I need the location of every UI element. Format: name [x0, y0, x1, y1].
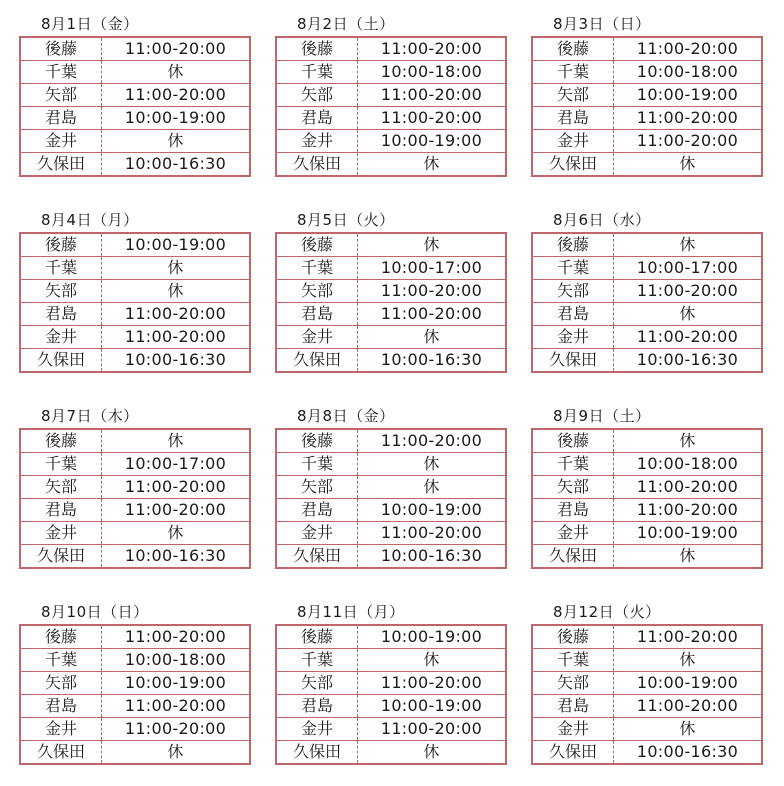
staff-name: 金井 [532, 718, 614, 741]
staff-name: 金井 [532, 130, 614, 153]
table-row [532, 718, 762, 741]
table-row [532, 695, 762, 718]
table-row [20, 257, 250, 280]
staff-name: 久保田 [276, 349, 358, 373]
day-date: 8月3日（日） [553, 15, 651, 33]
staff-name: 矢部 [532, 280, 614, 303]
table-row [20, 37, 250, 61]
table-row [532, 625, 762, 649]
day-date: 8月11日（月） [297, 603, 405, 621]
day-block [275, 404, 511, 580]
shift-table [275, 428, 507, 569]
staff-name: 後藤 [276, 625, 358, 649]
staff-name: 千葉 [532, 257, 614, 280]
shift-time: 11:00-20:00 [358, 522, 507, 545]
shift-time: 10:00-17:00 [614, 257, 763, 280]
shift-time: 休 [102, 130, 251, 153]
shift-time: 休 [102, 61, 251, 84]
table-row [20, 499, 250, 522]
staff-name: 後藤 [20, 625, 102, 649]
table-row [276, 130, 506, 153]
shift-time: 休 [423, 742, 440, 761]
day-block [275, 208, 511, 384]
staff-name: 君島 [276, 499, 358, 522]
shift-time: 10:00-16:30 [380, 350, 483, 369]
shift-time: 11:00-20:00 [358, 672, 507, 695]
shift-time: 10:00-19:00 [614, 84, 763, 107]
staff-name: 千葉 [532, 453, 614, 476]
staff-name: 後藤 [532, 37, 614, 61]
staff-name: 千葉 [20, 257, 102, 280]
staff-name: 矢部 [20, 280, 102, 303]
day-date: 8月6日（水） [553, 211, 651, 229]
shift-time: 休 [167, 742, 184, 761]
shift-time: 11:00-20:00 [614, 280, 763, 303]
day-block [19, 12, 255, 188]
day-block [19, 404, 255, 580]
shift-table [531, 36, 763, 177]
table-row [532, 672, 762, 695]
table-row [532, 349, 762, 373]
shift-time: 休 [358, 649, 507, 672]
shift-time: 休 [614, 233, 763, 257]
day-date: 8月8日（金） [297, 407, 395, 425]
table-row [20, 280, 250, 303]
table-row [532, 326, 762, 349]
table-row [20, 130, 250, 153]
table-row [532, 130, 762, 153]
table-row [276, 718, 506, 741]
shift-time: 11:00-20:00 [102, 718, 251, 741]
table-row [532, 233, 762, 257]
shift-time: 休 [102, 429, 251, 453]
table-row [20, 429, 250, 453]
staff-name: 久保田 [532, 545, 614, 569]
shift-time: 11:00-20:00 [358, 718, 507, 741]
table-row [276, 107, 506, 130]
table-row [20, 153, 250, 177]
staff-name: 久保田 [20, 545, 102, 569]
table-row [532, 649, 762, 672]
shift-time: 11:00-20:00 [102, 326, 251, 349]
day-date: 8月12日（火） [553, 603, 661, 621]
day-block [275, 600, 511, 776]
table-row [532, 61, 762, 84]
shift-time: 11:00-20:00 [614, 37, 763, 61]
staff-name: 久保田 [276, 741, 358, 765]
shift-time: 11:00-20:00 [614, 499, 763, 522]
shift-time: 10:00-16:30 [380, 546, 483, 565]
shift-time: 11:00-20:00 [102, 499, 251, 522]
shift-time: 10:00-19:00 [358, 625, 507, 649]
staff-name: 矢部 [532, 84, 614, 107]
staff-name: 金井 [276, 522, 358, 545]
staff-name: 後藤 [532, 625, 614, 649]
shift-table [275, 36, 507, 177]
table-row [276, 37, 506, 61]
shift-table [19, 36, 251, 177]
staff-name: 君島 [20, 695, 102, 718]
table-row [20, 672, 250, 695]
day-block [19, 600, 255, 776]
table-row [20, 695, 250, 718]
shift-time: 11:00-20:00 [614, 326, 763, 349]
table-row [276, 153, 506, 177]
table-row [532, 476, 762, 499]
staff-name: 矢部 [20, 672, 102, 695]
table-row [532, 153, 762, 177]
table-row [20, 545, 250, 569]
day-block [19, 208, 255, 384]
shift-time: 10:00-19:00 [358, 695, 507, 718]
shift-time: 10:00-16:30 [124, 154, 227, 173]
shift-time: 11:00-20:00 [358, 84, 507, 107]
shift-table [531, 428, 763, 569]
shift-time: 休 [102, 257, 251, 280]
staff-name: 矢部 [20, 476, 102, 499]
table-row [276, 280, 506, 303]
staff-name: 矢部 [532, 476, 614, 499]
staff-name: 君島 [20, 107, 102, 130]
shift-time: 11:00-20:00 [358, 280, 507, 303]
shift-time: 休 [423, 154, 440, 173]
shift-time: 10:00-18:00 [614, 61, 763, 84]
shift-time: 10:00-16:30 [636, 350, 739, 369]
staff-name: 君島 [532, 107, 614, 130]
table-row [276, 303, 506, 326]
staff-name: 君島 [276, 107, 358, 130]
shift-table [531, 624, 763, 765]
table-row [276, 429, 506, 453]
day-block [531, 12, 767, 188]
staff-name: 君島 [20, 303, 102, 326]
staff-name: 千葉 [276, 453, 358, 476]
staff-name: 金井 [276, 130, 358, 153]
staff-name: 君島 [276, 695, 358, 718]
shift-time: 休 [614, 649, 763, 672]
day-block [531, 208, 767, 384]
shift-time: 休 [614, 429, 763, 453]
staff-name: 矢部 [276, 672, 358, 695]
table-row [276, 84, 506, 107]
shift-time: 10:00-16:30 [124, 350, 227, 369]
shift-time: 10:00-18:00 [102, 649, 251, 672]
staff-name: 千葉 [276, 257, 358, 280]
staff-name: 後藤 [276, 37, 358, 61]
staff-name: 金井 [276, 718, 358, 741]
day-date: 8月4日（月） [41, 211, 139, 229]
staff-name: 千葉 [532, 649, 614, 672]
staff-name: 久保田 [532, 741, 614, 765]
shift-time: 10:00-19:00 [614, 672, 763, 695]
shift-time: 休 [358, 326, 507, 349]
table-row [276, 741, 506, 765]
table-row [20, 61, 250, 84]
shift-time: 10:00-19:00 [358, 499, 507, 522]
shift-time: 10:00-19:00 [102, 233, 251, 257]
shift-time: 11:00-20:00 [102, 303, 251, 326]
day-date: 8月5日（火） [297, 211, 395, 229]
shift-table [19, 428, 251, 569]
table-row [276, 545, 506, 569]
staff-name: 久保田 [20, 153, 102, 177]
shift-table [275, 624, 507, 765]
shift-time: 11:00-20:00 [102, 625, 251, 649]
table-row [276, 499, 506, 522]
shift-time: 11:00-20:00 [358, 37, 507, 61]
staff-name: 金井 [532, 522, 614, 545]
table-row [20, 741, 250, 765]
staff-name: 千葉 [276, 649, 358, 672]
table-row [276, 453, 506, 476]
staff-name: 後藤 [276, 429, 358, 453]
table-row [20, 107, 250, 130]
staff-name: 後藤 [20, 233, 102, 257]
day-date: 8月2日（土） [297, 15, 395, 33]
shift-table [19, 232, 251, 373]
table-row [532, 545, 762, 569]
table-row [20, 84, 250, 107]
shift-time: 10:00-16:30 [124, 546, 227, 565]
staff-name: 金井 [20, 718, 102, 741]
table-row [276, 476, 506, 499]
staff-name: 後藤 [20, 429, 102, 453]
shift-time: 10:00-17:00 [358, 257, 507, 280]
table-row [20, 349, 250, 373]
table-row [20, 326, 250, 349]
table-row [276, 233, 506, 257]
staff-name: 久保田 [276, 545, 358, 569]
staff-name: 君島 [532, 695, 614, 718]
shift-time: 11:00-20:00 [102, 695, 251, 718]
staff-name: 金井 [20, 130, 102, 153]
staff-name: 千葉 [20, 453, 102, 476]
shift-time: 11:00-20:00 [102, 476, 251, 499]
table-row [276, 672, 506, 695]
table-row [532, 303, 762, 326]
table-row [276, 257, 506, 280]
staff-name: 後藤 [532, 429, 614, 453]
table-row [532, 37, 762, 61]
staff-name: 久保田 [532, 349, 614, 373]
staff-name: 金井 [20, 522, 102, 545]
shift-time: 11:00-20:00 [614, 107, 763, 130]
staff-name: 久保田 [20, 349, 102, 373]
table-row [532, 84, 762, 107]
shift-time: 休 [102, 280, 251, 303]
table-row [20, 476, 250, 499]
staff-name: 久保田 [532, 153, 614, 177]
table-row [532, 429, 762, 453]
day-date: 8月1日（金） [41, 15, 139, 33]
schedule-grid [19, 12, 767, 776]
shift-time: 休 [358, 476, 507, 499]
shift-time: 休 [679, 154, 696, 173]
staff-name: 矢部 [276, 280, 358, 303]
staff-name: 金井 [532, 326, 614, 349]
table-row [532, 741, 762, 765]
shift-time: 10:00-19:00 [614, 522, 763, 545]
table-row [276, 349, 506, 373]
staff-name: 久保田 [20, 741, 102, 765]
staff-name: 矢部 [276, 84, 358, 107]
staff-name: 矢部 [532, 672, 614, 695]
table-row [276, 649, 506, 672]
shift-time: 10:00-17:00 [102, 453, 251, 476]
table-row [276, 522, 506, 545]
day-block [531, 404, 767, 580]
shift-time: 10:00-19:00 [102, 107, 251, 130]
shift-time: 11:00-20:00 [614, 130, 763, 153]
table-row [20, 718, 250, 741]
day-date: 8月10日（日） [41, 603, 149, 621]
table-row [20, 453, 250, 476]
shift-time: 11:00-20:00 [614, 476, 763, 499]
shift-time: 10:00-18:00 [614, 453, 763, 476]
staff-name: 矢部 [20, 84, 102, 107]
shift-time: 休 [614, 303, 763, 326]
shift-time: 11:00-20:00 [102, 84, 251, 107]
staff-name: 君島 [532, 499, 614, 522]
table-row [532, 107, 762, 130]
shift-time: 11:00-20:00 [358, 303, 507, 326]
staff-name: 千葉 [20, 61, 102, 84]
shift-table [531, 232, 763, 373]
table-row [276, 695, 506, 718]
shift-time: 10:00-16:30 [636, 742, 739, 761]
table-row [276, 326, 506, 349]
table-row [532, 522, 762, 545]
staff-name: 千葉 [20, 649, 102, 672]
staff-name: 後藤 [276, 233, 358, 257]
table-row [20, 303, 250, 326]
shift-time: 10:00-18:00 [358, 61, 507, 84]
table-row [532, 453, 762, 476]
shift-time: 11:00-20:00 [358, 107, 507, 130]
shift-time: 休 [358, 453, 507, 476]
shift-time: 休 [679, 546, 696, 565]
shift-time: 休 [358, 233, 507, 257]
table-row [20, 649, 250, 672]
day-block [275, 12, 511, 188]
staff-name: 矢部 [276, 476, 358, 499]
table-row [532, 499, 762, 522]
day-date: 8月9日（土） [553, 407, 651, 425]
staff-name: 後藤 [532, 233, 614, 257]
shift-time: 10:00-19:00 [102, 672, 251, 695]
table-row [20, 625, 250, 649]
shift-time: 11:00-20:00 [358, 429, 507, 453]
staff-name: 金井 [276, 326, 358, 349]
table-row [276, 61, 506, 84]
shift-table [19, 624, 251, 765]
staff-name: 君島 [532, 303, 614, 326]
shift-time: 11:00-20:00 [614, 625, 763, 649]
table-row [20, 522, 250, 545]
shift-time: 休 [102, 522, 251, 545]
table-row [276, 625, 506, 649]
shift-time: 11:00-20:00 [102, 37, 251, 61]
staff-name: 後藤 [20, 37, 102, 61]
table-row [532, 257, 762, 280]
staff-name: 君島 [276, 303, 358, 326]
shift-table [275, 232, 507, 373]
table-row [20, 233, 250, 257]
day-block [531, 600, 767, 776]
staff-name: 千葉 [276, 61, 358, 84]
staff-name: 千葉 [532, 61, 614, 84]
table-row [532, 280, 762, 303]
staff-name: 君島 [20, 499, 102, 522]
staff-name: 金井 [20, 326, 102, 349]
shift-time: 10:00-19:00 [358, 130, 507, 153]
shift-time: 休 [614, 718, 763, 741]
shift-time: 11:00-20:00 [614, 695, 763, 718]
day-date: 8月7日（木） [41, 407, 139, 425]
staff-name: 久保田 [276, 153, 358, 177]
